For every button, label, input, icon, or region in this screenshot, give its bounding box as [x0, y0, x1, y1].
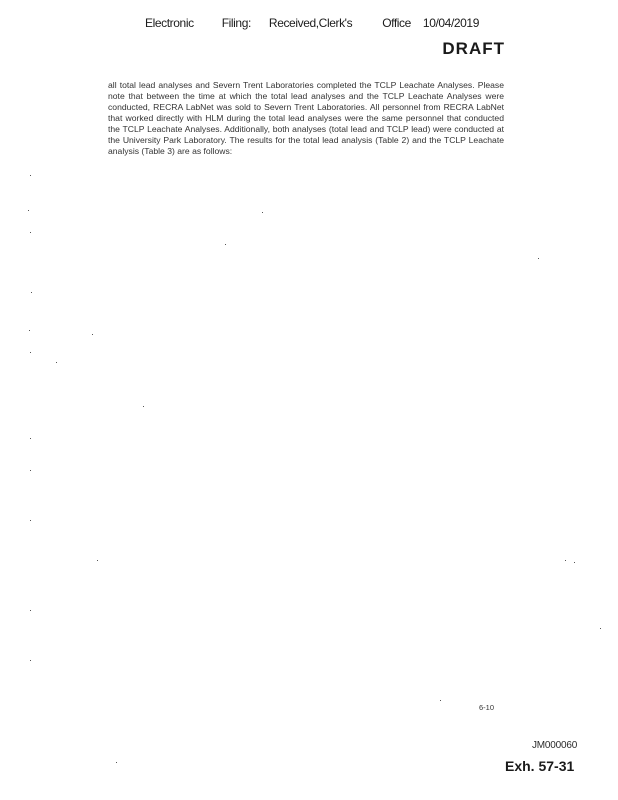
exhibit-label: Exh. 57-31	[505, 758, 575, 774]
electronic-filing-stamp	[145, 16, 479, 30]
body-paragraph: all total lead analyses and Severn Trent Laboratories completed the TCLP Leachate Analyses. Please note that between the time at which the total lead analyses and the TCLP Leachate Analyses were conducted, RECRA LabNet was sold to Severn Trent Laboratories. All personnel from RECRA LabNet that worked directly with HLM during the total lead analyses were the same personnel that conducted the TCLP Leachate Analyses. Additionally, both analyses (total lead and TCLP lead) were conducted at the University Park Laboratory. The results for the total lead analysis (Table 2) and the TCLP Leachate analysis (Table 3) are as follows:	[108, 79, 504, 157]
filing-stamp-electronic: Electronic	[145, 16, 194, 30]
page-number: 6-10	[479, 703, 495, 712]
filing-stamp-office: Office	[382, 16, 411, 30]
bates-number: JM000060	[532, 740, 578, 751]
filing-stamp-date: 10/04/2019	[422, 16, 479, 30]
filing-stamp-received: Received,Clerk's	[268, 16, 353, 30]
filing-stamp-filing: Filing:	[221, 16, 251, 30]
draft-watermark: DRAFT	[442, 39, 505, 58]
